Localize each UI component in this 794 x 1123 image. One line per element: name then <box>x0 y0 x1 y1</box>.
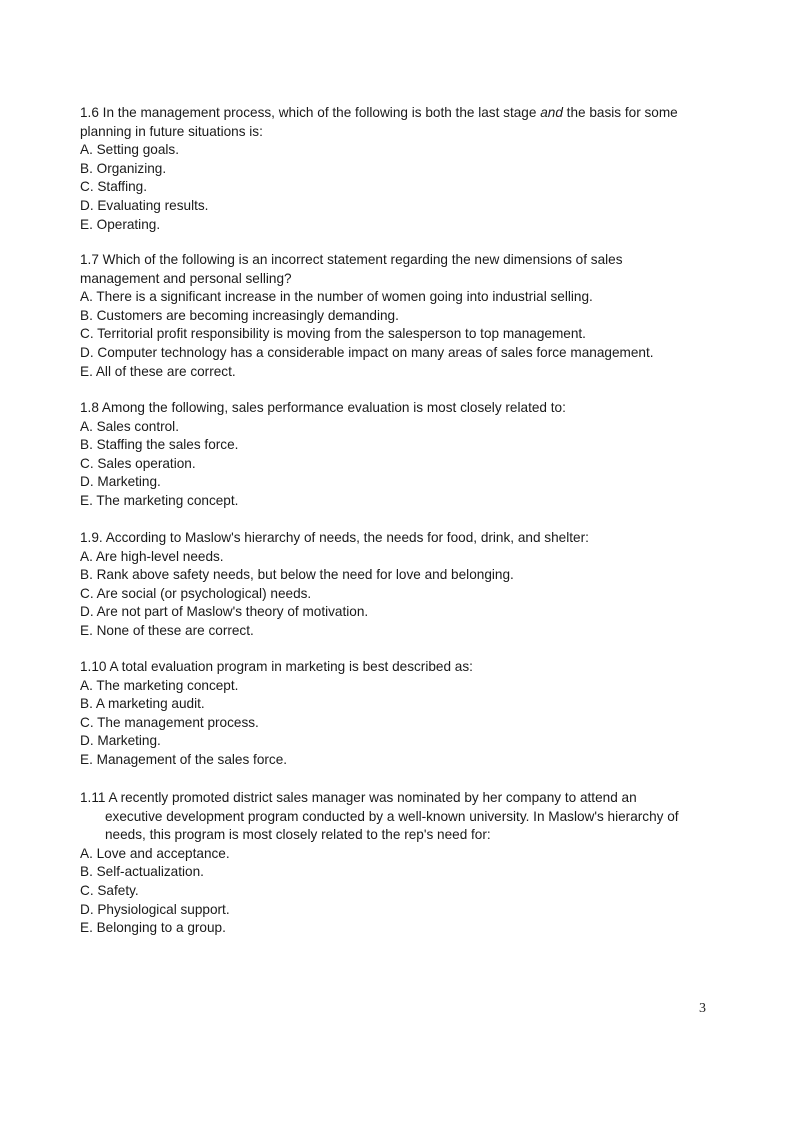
question-1-7 <box>80 251 720 381</box>
option-c: C. Staffing. <box>80 179 147 195</box>
option-d: D. Marketing. <box>80 733 161 749</box>
question-stem: 1.11 A recently promoted district sales manager was nominated by her company to attend an <box>80 790 637 805</box>
option-e: E. None of these are correct. <box>80 622 254 638</box>
option-c: C. Sales operation. <box>80 455 196 471</box>
option-d: D. Physiological support. <box>80 901 230 917</box>
option-c: C. Safety. <box>80 882 139 898</box>
option-a: A. Setting goals. <box>80 142 179 158</box>
option-c: C. The management process. <box>80 714 259 730</box>
question-stem: executive development program conducted by a well-known university. In Maslow's hierarchy of <box>105 808 679 824</box>
option-c: C. Are social (or psychological) needs. <box>80 585 312 601</box>
option-d: D. Are not part of Maslow's theory of motivation. <box>80 604 369 620</box>
question-stem <box>80 104 720 123</box>
question-stem: 1.10 A total evaluation program in marketing is best described as: <box>80 659 473 674</box>
option-b: B. Customers are becoming increasingly demanding. <box>80 307 399 323</box>
option-a: A. There is a significant increase in the number of women going into industrial selling. <box>80 289 593 305</box>
option-a: A. Are high-level needs. <box>80 548 224 564</box>
question-1-6 <box>80 104 720 234</box>
option-e: E. Belonging to a group. <box>80 920 226 936</box>
question-stem: 1.9. According to Maslow's hierarchy of needs, the needs for food, drink, and shelter: <box>80 530 589 545</box>
option-e: E. All of these are correct. <box>80 363 236 379</box>
question-1-8 <box>80 399 720 511</box>
question-stem: management and personal selling? <box>80 270 292 286</box>
question-1-9 <box>80 529 720 641</box>
question-stem: needs, this program is most closely related to the rep's need for: <box>105 827 491 843</box>
question-1-10 <box>80 658 720 770</box>
option-b: B. Staffing the sales force. <box>80 437 239 453</box>
option-b: B. Organizing. <box>80 160 167 176</box>
option-d: D. Computer technology has a considerable impact on many areas of sales force management. <box>80 344 654 360</box>
page-number: 3 <box>699 1001 706 1016</box>
option-d: D. Evaluating results. <box>80 197 209 213</box>
option-b: B. Self-actualization. <box>80 864 204 880</box>
stem-text: the basis for some <box>562 105 678 120</box>
question-1-11 <box>80 789 720 938</box>
question-stem: 1.7 Which of the following is an incorrect statement regarding the new dimensions of sales <box>80 252 623 267</box>
option-e: E. Operating. <box>80 216 161 232</box>
question-stem: 1.8 Among the following, sales performance evaluation is most closely related to: <box>80 400 566 415</box>
option-b: B. A marketing audit. <box>80 696 205 712</box>
option-e: E. Management of the sales force. <box>80 751 288 767</box>
option-a: A. Love and acceptance. <box>80 845 230 861</box>
option-e: E. The marketing concept. <box>80 492 239 508</box>
option-d: D. Marketing. <box>80 474 161 490</box>
option-b: B. Rank above safety needs, but below the need for love and belonging. <box>80 567 514 583</box>
question-stem: planning in future situations is: <box>80 123 263 139</box>
option-c: C. Territorial profit responsibility is moving from the salesperson to top management. <box>80 326 586 342</box>
option-a: A. Sales control. <box>80 418 179 434</box>
option-a: A. The marketing concept. <box>80 677 239 693</box>
stem-text: 1.6 In the management process, which of the following is both the last stage <box>80 105 541 120</box>
stem-emphasis: and <box>540 105 563 120</box>
